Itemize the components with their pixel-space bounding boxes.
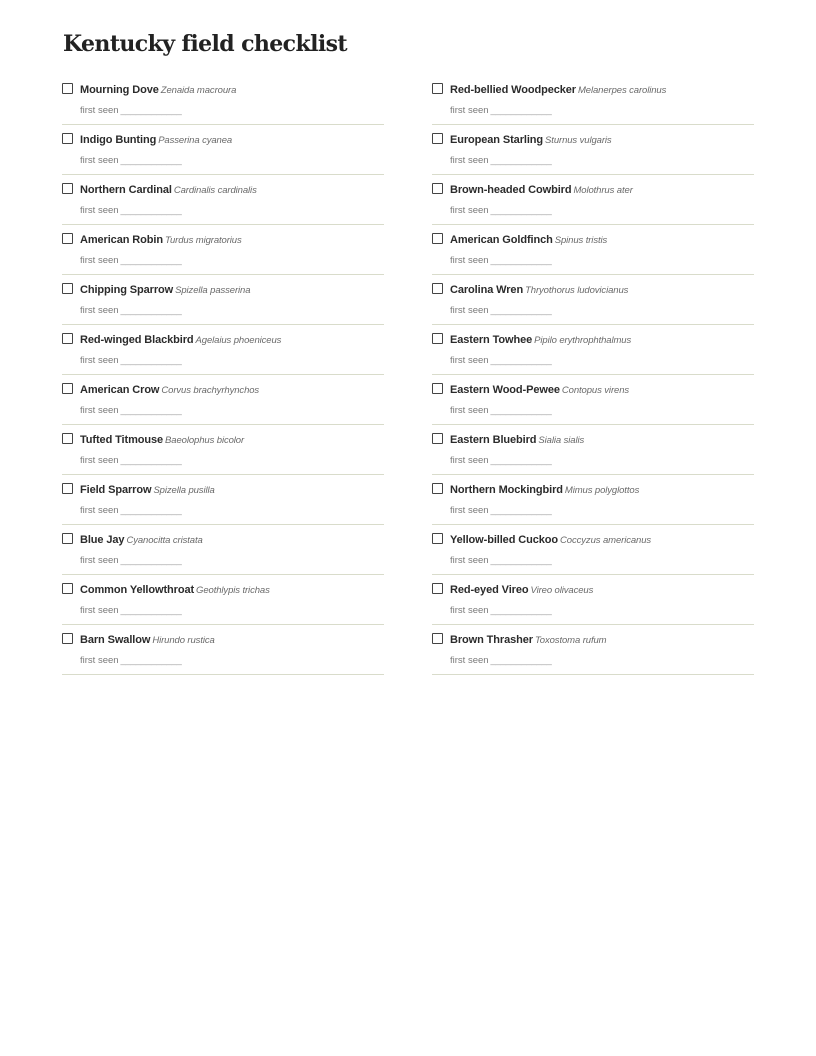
first-seen-label: first seen [450,255,489,266]
checklist-column-left [62,75,384,675]
checklist-item [62,575,384,625]
checkbox[interactable] [62,333,73,344]
checkbox[interactable] [62,633,73,644]
species-name-line [450,482,639,498]
first-seen-line [80,503,182,517]
checklist-item [432,475,754,525]
first-seen-label: first seen [80,505,119,516]
first-seen-label: first seen [450,155,489,166]
first-seen-label: first seen [80,355,119,366]
checklist-item [62,325,384,375]
species-name-line [450,332,631,348]
common-name: Blue Jay [80,534,125,546]
species-name-line [450,282,628,298]
common-name: American Goldfinch [450,234,553,246]
checkbox[interactable] [62,183,73,194]
first-seen-blank[interactable]: ____________ [490,255,552,266]
first-seen-label: first seen [450,355,489,366]
first-seen-label: first seen [80,555,119,566]
first-seen-blank[interactable]: ____________ [490,105,552,116]
first-seen-blank[interactable]: ____________ [490,605,552,616]
scientific-name: Thryothorus ludovicianus [525,285,629,296]
first-seen-blank[interactable]: ____________ [120,355,182,366]
species-name-line [450,532,651,548]
page-title: Kentucky field checklist [63,31,347,57]
common-name: Common Yellowthroat [80,584,195,596]
first-seen-blank[interactable]: ____________ [120,255,182,266]
checklist-item [432,375,754,425]
species-name-line [450,582,593,598]
species-name-line [450,132,612,148]
species-name-line [80,332,281,348]
first-seen-blank[interactable]: ____________ [490,355,552,366]
first-seen-blank[interactable]: ____________ [120,155,182,166]
checkbox[interactable] [432,233,443,244]
species-name-line [450,632,607,648]
checkbox[interactable] [62,83,73,94]
scientific-name: Melanerpes carolinus [577,85,667,96]
common-name: Mourning Dove [80,84,159,96]
common-name: Eastern Bluebird [450,434,537,446]
first-seen-label: first seen [80,605,119,616]
common-name: Indigo Bunting [80,134,157,146]
species-name-line [80,282,250,298]
common-name: Eastern Wood-Pewee [450,384,560,396]
scientific-name: Geothlypis trichas [196,585,270,596]
scientific-name: Agelaius phoeniceus [195,335,282,346]
first-seen-line [450,353,552,367]
first-seen-blank[interactable]: ____________ [120,655,182,666]
common-name: Eastern Towhee [450,334,533,346]
checkbox[interactable] [432,283,443,294]
scientific-name: Hirundo rustica [152,635,215,646]
first-seen-line [80,553,182,567]
checkbox[interactable] [432,133,443,144]
first-seen-line [80,603,182,617]
checkbox[interactable] [432,433,443,444]
common-name: American Robin [80,234,163,246]
first-seen-label: first seen [80,105,119,116]
checklist-item [62,475,384,525]
checklist-columns [62,75,754,675]
first-seen-blank[interactable]: ____________ [120,455,182,466]
checklist-item [432,575,754,625]
first-seen-line [450,153,552,167]
first-seen-line [450,403,552,417]
first-seen-label: first seen [80,655,119,666]
checklist-item [62,225,384,275]
first-seen-line [80,453,182,467]
checkbox[interactable] [62,533,73,544]
scientific-name: Zenaida macroura [160,85,237,96]
checklist-item [432,175,754,225]
common-name: American Crow [80,384,160,396]
scientific-name: Mimus polyglottos [564,485,640,496]
species-name-line [80,582,270,598]
first-seen-line [450,503,552,517]
scientific-name: Corvus brachyrhynchos [161,385,260,396]
checkbox[interactable] [432,83,443,94]
first-seen-blank[interactable]: ____________ [490,655,552,666]
checklist-item [62,125,384,175]
species-name-line [80,132,232,148]
species-name-line [80,232,242,248]
first-seen-blank[interactable]: ____________ [120,605,182,616]
checkbox[interactable] [432,483,443,494]
species-name-line [450,432,584,448]
species-name-line [80,532,203,548]
first-seen-label: first seen [450,205,489,216]
first-seen-label: first seen [450,405,489,416]
scientific-name: Cyanocitta cristata [126,535,203,546]
scientific-name: Sturnus vulgaris [545,135,612,146]
checklist-item [62,75,384,125]
scientific-name: Spizella passerina [175,285,251,296]
checklist-item [62,275,384,325]
checkbox[interactable] [62,133,73,144]
checklist-column-right [432,75,754,675]
checkbox[interactable] [62,433,73,444]
first-seen-blank[interactable]: ____________ [120,305,182,316]
first-seen-line [80,253,182,267]
first-seen-blank[interactable]: ____________ [490,555,552,566]
first-seen-blank[interactable]: ____________ [490,155,552,166]
scientific-name: Vireo olivaceus [530,585,594,596]
first-seen-label: first seen [450,605,489,616]
checkbox[interactable] [432,383,443,394]
scientific-name: Coccyzus americanus [560,535,652,546]
species-name-line [450,232,607,248]
common-name: Barn Swallow [80,634,151,646]
checkbox[interactable] [432,583,443,594]
checkbox[interactable] [62,233,73,244]
checkbox[interactable] [432,183,443,194]
first-seen-line [450,553,552,567]
checkbox[interactable] [432,533,443,544]
checklist-item [432,225,754,275]
scientific-name: Toxostoma rufum [534,635,607,646]
first-seen-line [450,303,552,317]
first-seen-line [450,203,552,217]
species-name-line [80,432,244,448]
common-name: Tufted Titmouse [80,434,164,446]
common-name: Red-winged Blackbird [80,334,194,346]
checklist-item [432,275,754,325]
scientific-name: Contopus virens [561,385,630,396]
checklist-item [432,325,754,375]
first-seen-blank[interactable]: ____________ [120,205,182,216]
checkbox[interactable] [62,283,73,294]
common-name: Brown-headed Cowbird [450,184,572,196]
scientific-name: Spinus tristis [554,235,608,246]
first-seen-line [80,353,182,367]
scientific-name: Spizella pusilla [153,485,215,496]
scientific-name: Passerina cyanea [158,135,233,146]
checklist-item [432,625,754,675]
first-seen-label: first seen [450,655,489,666]
scientific-name: Turdus migratorius [164,235,242,246]
first-seen-line [450,453,552,467]
checklist-item [432,75,754,125]
checkbox[interactable] [62,383,73,394]
scientific-name: Molothrus ater [573,185,633,196]
species-name-line [80,482,215,498]
first-seen-line [450,103,552,117]
first-seen-label: first seen [450,455,489,466]
checklist-item [432,125,754,175]
first-seen-blank[interactable]: ____________ [120,555,182,566]
species-name-line [450,82,666,98]
first-seen-line [80,153,182,167]
first-seen-label: first seen [80,255,119,266]
species-name-line [80,82,236,98]
checklist-item [62,625,384,675]
first-seen-label: first seen [450,505,489,516]
common-name: European Starling [450,134,544,146]
first-seen-line [80,103,182,117]
first-seen-blank[interactable]: ____________ [490,455,552,466]
first-seen-line [80,653,182,667]
first-seen-line [450,253,552,267]
first-seen-blank[interactable]: ____________ [490,405,552,416]
checklist-item [62,425,384,475]
species-name-line [80,382,259,398]
scientific-name: Sialia sialis [538,435,585,446]
common-name: Northern Mockingbird [450,484,563,496]
first-seen-blank[interactable]: ____________ [490,205,552,216]
first-seen-line [450,603,552,617]
first-seen-label: first seen [80,155,119,166]
common-name: Field Sparrow [80,484,152,496]
common-name: Carolina Wren [450,284,524,296]
first-seen-blank[interactable]: ____________ [490,305,552,316]
species-name-line [80,182,257,198]
common-name: Red-bellied Woodpecker [450,84,576,96]
first-seen-line [450,653,552,667]
first-seen-line [80,403,182,417]
checklist-item [62,375,384,425]
first-seen-line [80,303,182,317]
first-seen-blank[interactable]: ____________ [120,505,182,516]
checklist-item [62,175,384,225]
checkbox[interactable] [432,333,443,344]
checklist-item [62,525,384,575]
common-name: Brown Thrasher [450,634,533,646]
scientific-name: Pipilo erythrophthalmus [534,335,632,346]
species-name-line [80,632,215,648]
first-seen-label: first seen [80,455,119,466]
common-name: Red-eyed Vireo [450,584,529,596]
first-seen-blank[interactable]: ____________ [490,505,552,516]
checkbox[interactable] [62,583,73,594]
species-name-line [450,182,633,198]
first-seen-line [80,203,182,217]
first-seen-label: first seen [450,305,489,316]
scientific-name: Baeolophus bicolor [165,435,245,446]
checklist-item [432,525,754,575]
species-name-line [450,382,629,398]
first-seen-label: first seen [450,105,489,116]
checkbox[interactable] [62,483,73,494]
checklist-item [432,425,754,475]
common-name: Chipping Sparrow [80,284,174,296]
first-seen-blank[interactable]: ____________ [120,105,182,116]
first-seen-label: first seen [450,555,489,566]
first-seen-blank[interactable]: ____________ [120,405,182,416]
first-seen-label: first seen [80,405,119,416]
checkbox[interactable] [432,633,443,644]
scientific-name: Cardinalis cardinalis [173,185,257,196]
first-seen-label: first seen [80,205,119,216]
common-name: Northern Cardinal [80,184,172,196]
first-seen-label: first seen [80,305,119,316]
common-name: Yellow-billed Cuckoo [450,534,559,546]
